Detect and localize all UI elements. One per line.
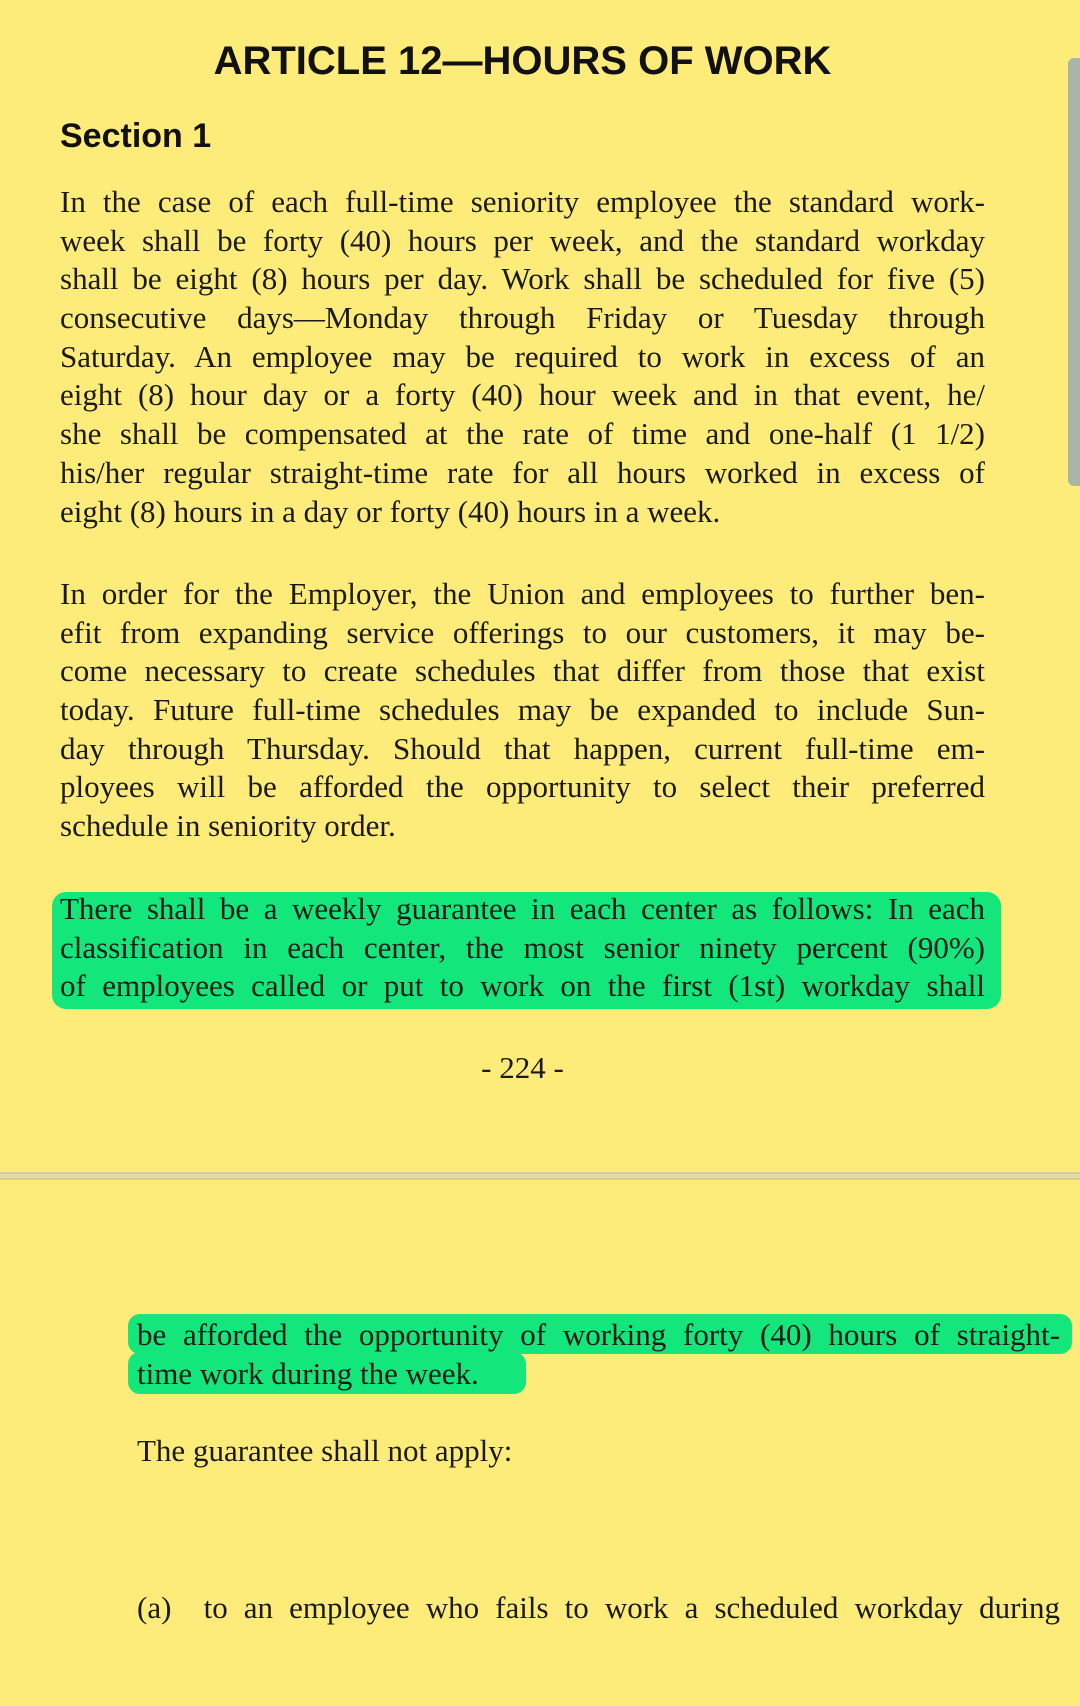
text-line: his/her regular straight-time rate for all hours worked in excess of	[60, 454, 985, 490]
text-line: schedule in seniority order.	[60, 808, 396, 844]
text-line: The guarantee shall not apply:	[137, 1433, 513, 1468]
page-divider	[0, 1172, 1080, 1180]
text-line: eight (8) hours in a day or forty (40) hours in a week.	[60, 493, 721, 529]
article-title: ARTICLE 12—HOURS OF WORK	[213, 39, 832, 83]
text-line: today. Future full-time schedules may be expanded to include Sun-	[60, 692, 985, 728]
text-line: consecutive days—Monday through Friday or Tuesday through	[60, 300, 985, 336]
text-line: There shall be a weekly guarantee in each center as follows: In each	[60, 891, 985, 926]
text-line: come necessary to create schedules that differ from those that exist	[60, 653, 985, 689]
text-line: (a) to an employee who fails to work a scheduled workday during	[137, 1590, 1060, 1626]
text-line: ployees will be afforded the opportunity to select their preferred	[60, 769, 985, 805]
paragraph-guarantee-continued	[137, 1316, 1060, 1393]
text-line: time work during the week.	[137, 1355, 479, 1391]
paragraph-guarantee-exceptions	[137, 1432, 1037, 1471]
text-line: week shall be forty (40) hours per week, and the standard workday	[60, 222, 985, 258]
text-line: shall be eight (8) hours per day. Work shall be scheduled for five (5)	[60, 261, 985, 297]
document-page-225	[0, 1180, 1080, 1626]
scrollbar-thumb[interactable]	[1068, 58, 1080, 486]
section-heading: Section 1	[60, 117, 212, 155]
text-line: she shall be compensated at the rate of time and one-half (1 1/2)	[60, 416, 985, 452]
text-line: of employees called or put to work on the first (1st) workday shall	[60, 968, 985, 1004]
text-line: efit from expanding service offerings to our customers, it may be-	[60, 614, 985, 650]
text-line: classification in each center, the most senior ninety percent (90%)	[60, 929, 985, 965]
paragraph-weekly-guarantee	[60, 890, 985, 1006]
text-line: eight (8) hour day or a forty (40) hour week and in that event, he/	[60, 377, 985, 413]
text-line: Saturday. An employee may be required to work in excess of an	[60, 338, 985, 374]
list-item-a	[137, 1512, 1060, 1706]
text-line: In order for the Employer, the Union and employees to further ben-	[60, 576, 985, 611]
paragraph-standard-workweek	[60, 183, 985, 531]
text-line: In the case of each full-time seniority employee the standard work-	[60, 184, 985, 219]
text-line: be afforded the opportunity of working forty (40) hours of straight-	[137, 1317, 1060, 1352]
text-line: day through Thursday. Should that happen, current full-time em-	[60, 730, 985, 766]
paragraph-expanded-schedules	[60, 575, 985, 846]
page-number: - 224 -	[481, 1050, 564, 1085]
